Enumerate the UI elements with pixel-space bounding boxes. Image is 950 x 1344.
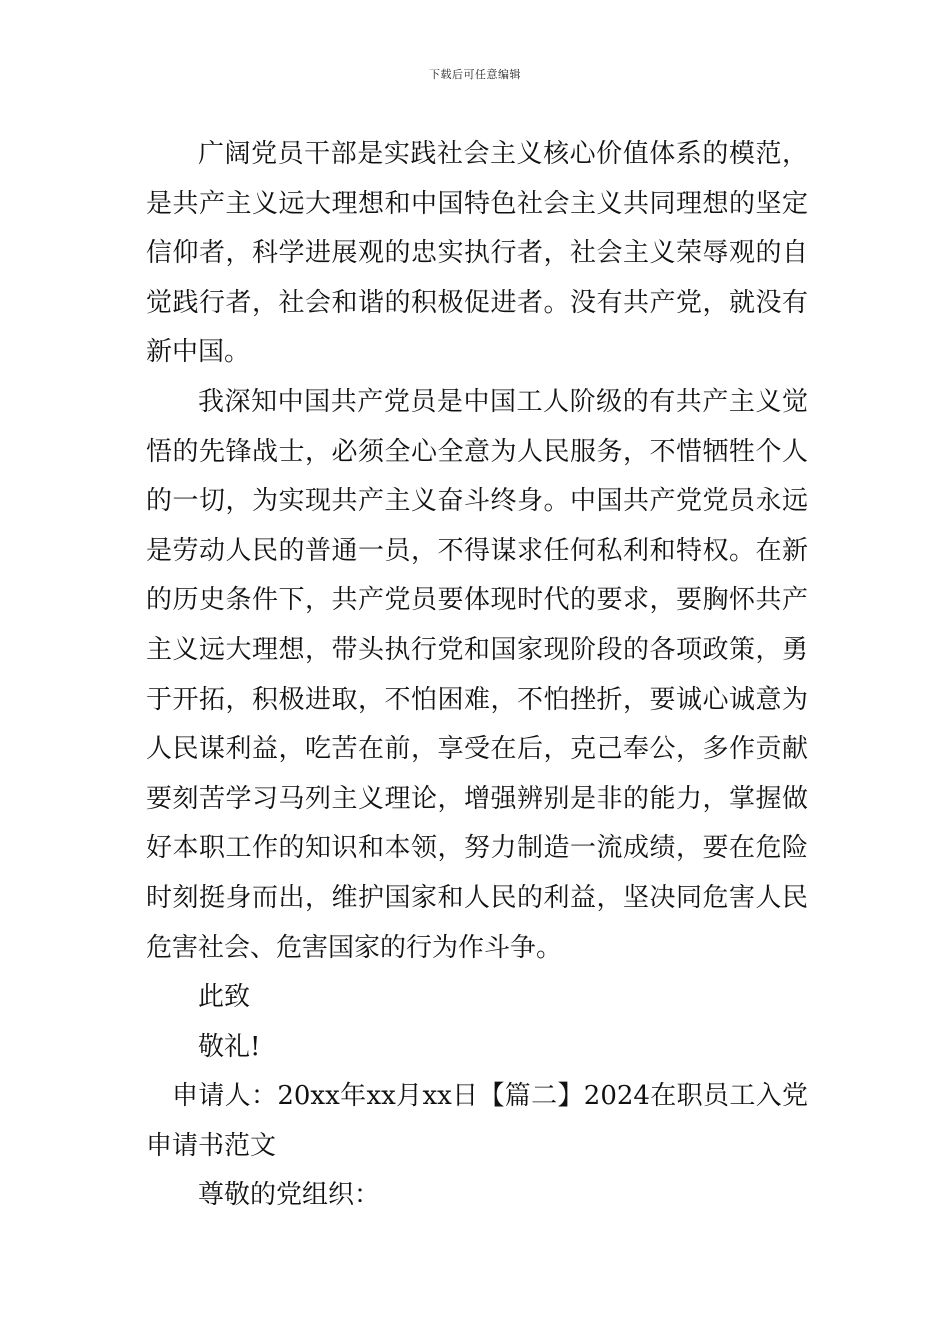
closing-cizhi: 此致 [198, 982, 251, 1013]
header-note: 下载后可任意编辑 [429, 68, 521, 81]
paragraph-party-member-duty: 我深知中国共产党员是中国工人阶级的有共产主义觉悟的先锋战士，必须全心全意为人民服务，不惜牺牲个人的一切，为实现共产主义奋斗终身。中国共产党党员永远是劳动人民的普通一员，不得谋求任何私利和特权。在新的历史条件下，共产党员要体现时代的要求，要胸怀共产主义远大理想，带头执行党和国家现阶段的各项政策，勇于开拓，积极进取，不怕困难，不怕挫折，要诚心诚意为人民谋利益，吃苦在前，享受在后，克己奉公，多作贡献要刻苦学习马列主义理论，增强辨别是非的能力，掌握做好本职工作的知识和本领，努力制造一流成绩，要在危险时刻挺身而出，维护国家和人民的利益，坚决同危害人民危害社会、危害国家的行为作斗争。 [146, 386, 808, 963]
document-body [146, 130, 808, 1221]
paragraph-party-cadres: 广阔党员干部是实践社会主义核心价值体系的模范，是共产主义远大理想和中国特色社会主义共同理想的坚定信仰者，科学进展观的忠实执行者，社会主义荣辱观的自觉践行者，社会和谐的积极促进者。没有共产党，就没有新中国。 [146, 139, 808, 368]
salutation: 尊敬的党组织： [198, 1180, 381, 1211]
signature-line: 申请人：20xx年xx月xx日【篇二】2024在职员工入党申请书范文 [146, 1081, 808, 1161]
closing-jingli: 敬礼! [198, 1031, 261, 1062]
